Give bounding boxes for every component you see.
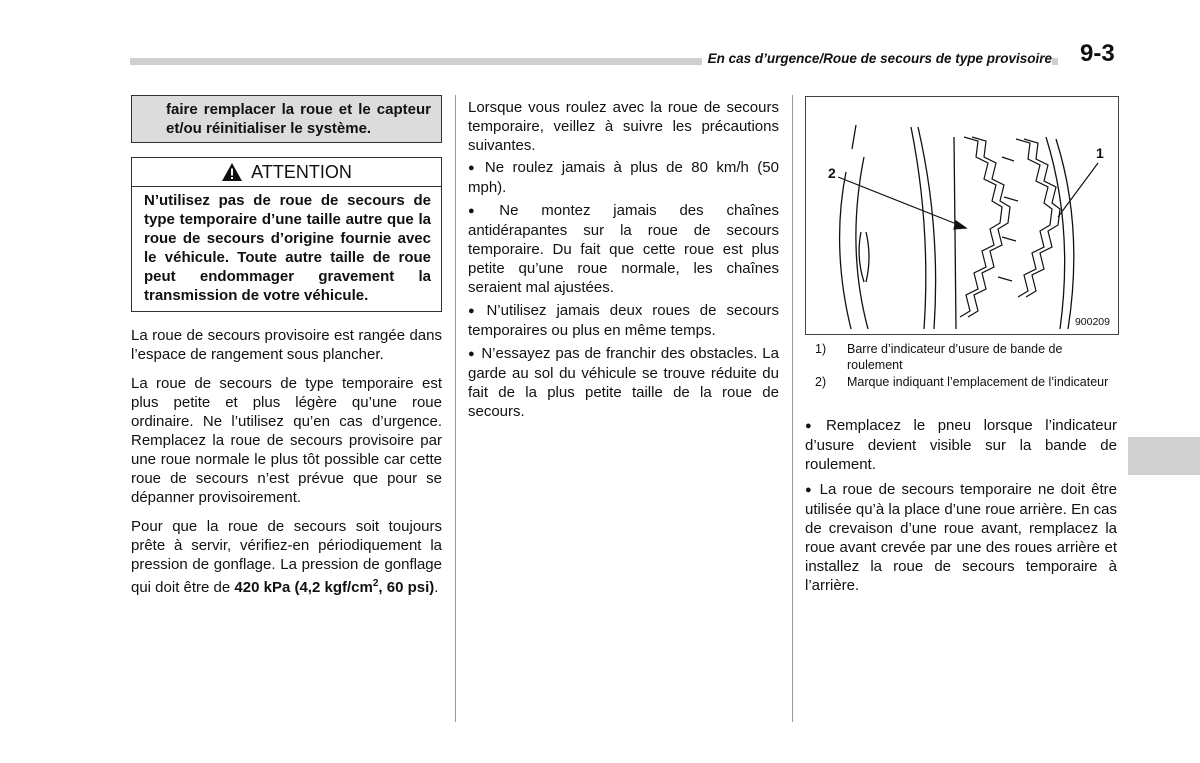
header-title: En cas d’urgence/Roue de secours de type provisoire xyxy=(702,51,1052,66)
pressure-superscript: 2 xyxy=(372,578,379,589)
caption-number: 1) xyxy=(815,342,827,356)
caption-text: Barre d’indicateur d’usure de bande de roulement xyxy=(847,342,1063,372)
bullet-dot: ● xyxy=(805,484,814,496)
bullet-dot: ● xyxy=(468,205,494,217)
bullet-chains xyxy=(468,201,779,297)
figure-captions xyxy=(815,342,1119,393)
tire-tread-illustration xyxy=(806,97,1118,334)
bullet-dot: ● xyxy=(468,305,481,317)
bullet-obstacles xyxy=(468,344,779,421)
bullet-wear-indicator xyxy=(805,416,1117,474)
pressure-value-end: , 60 psi) xyxy=(378,579,435,596)
warning-triangle-icon xyxy=(221,162,243,182)
bullet-dot: ● xyxy=(468,162,479,174)
column-divider-2 xyxy=(792,95,793,722)
attention-text: N’utilisez pas de roue de secours de type temporaire d’une taille autre que la roue de secours d’origine fournie avec le véhicule. Toute autre taille de roue peut endommager gravement la transmission de votre véhicule. xyxy=(144,192,431,304)
bullet-text: N’utilisez jamais deux roues de secours temporaires ou plus en même temps. xyxy=(468,302,779,339)
bullet-text: Ne montez jamais des chaînes antidérapantes sur la roue de secours temporaire. Du fait que cette roue est plus petite qu’une roue normale, les chaînes seraient mal ajustées. xyxy=(468,202,779,296)
section-thumb-tab xyxy=(1128,437,1200,475)
attention-header xyxy=(131,157,442,187)
attention-body xyxy=(131,187,442,312)
bullet-text: Ne roulez jamais à plus de 80 km/h (50 mph). xyxy=(468,159,779,196)
bullet-two-wheels xyxy=(468,301,779,340)
caption-item xyxy=(815,342,1119,373)
bullet-dot: ● xyxy=(805,420,820,432)
pressure-period: . xyxy=(434,579,439,596)
bullet-speed xyxy=(468,158,779,197)
bullet-text: Remplacez le pneu lorsque l’indicateur d’usure devient visible sur la bande de roulement. xyxy=(805,417,1117,473)
page-number: 9-3 xyxy=(1080,40,1115,67)
figure-code: 900209 xyxy=(1074,316,1110,328)
continued-notice-text: faire remplacer la roue et le capteur et/ou réinitialiser le système. xyxy=(166,101,431,137)
continued-notice-box xyxy=(131,95,442,143)
bullet-rear-only xyxy=(805,480,1117,595)
caption-text: Marque indiquant l’emplacement de l’indicateur xyxy=(847,375,1109,389)
paragraph-temporary-wheel: La roue de secours de type temporaire est plus petite et plus légère qu’une roue ordinaire. Ne l’utilisez qu’en cas d’urgence. Remplacez la roue de secours provisoire par une roue normale le plus tôt possible car cette roue de secours n’est prévue que pour se dépanner provisoirement. xyxy=(131,375,442,506)
pressure-value: 420 kPa (4,2 kgf/cm xyxy=(234,579,373,596)
figure-label-1: 1 xyxy=(1096,145,1104,161)
bullet-dot: ● xyxy=(468,348,476,360)
tire-tread-figure xyxy=(805,96,1119,335)
bullet-text: N’essayez pas de franchir des obstacles. La garde au sol du véhicule se trouve réduite du fait de la plus petite taille de la roue de secours. xyxy=(468,345,779,420)
attention-label: ATTENTION xyxy=(251,161,352,182)
bullet-text: La roue de secours temporaire ne doit être utilisée qu’à la place d’une roue arrière. En cas de crevaison d’une roue avant, remplacez la roue avant crevée par une des roues arrière et installez la roue de secours temporaire à l’arrière. xyxy=(805,481,1117,594)
paragraph-pressure xyxy=(131,517,442,597)
middle-intro: Lorsque vous roulez avec la roue de secours temporaire, veillez à suivre les précautions suivantes. xyxy=(468,99,779,154)
middle-column xyxy=(468,98,779,425)
column-divider-1 xyxy=(455,95,456,722)
pressure-text: Pour que la roue de secours soit toujours prête à servir, vérifiez-en périodiquement la pression de gonflage. La pression de gonflage qui doit être de xyxy=(131,518,442,596)
caption-number: 2) xyxy=(815,375,827,389)
left-column xyxy=(131,95,442,607)
paragraph-storage: La roue de secours provisoire est rangée dans l’espace de rangement sous plancher. xyxy=(131,327,442,363)
right-column-text xyxy=(805,416,1117,599)
figure-label-2: 2 xyxy=(828,165,836,181)
caption-item xyxy=(815,375,1119,391)
